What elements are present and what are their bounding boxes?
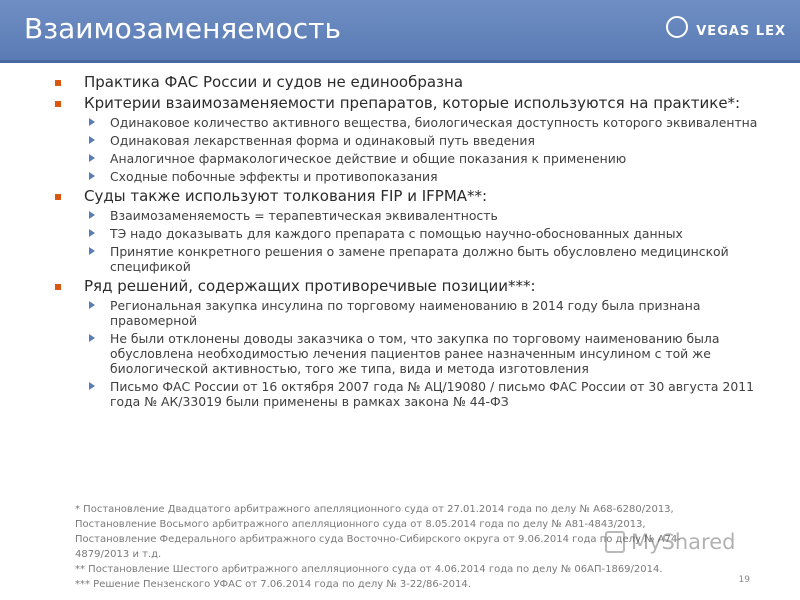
arrow-bullet-icon bbox=[89, 136, 95, 144]
orange-square-bullet-icon bbox=[55, 101, 61, 107]
sub-bullet-item bbox=[89, 244, 765, 274]
orange-square-bullet-icon bbox=[55, 194, 61, 200]
sub-bullet-item bbox=[89, 115, 765, 130]
arrow-bullet-icon bbox=[89, 301, 95, 309]
slide-header bbox=[0, 0, 800, 63]
arrow-bullet-icon bbox=[89, 211, 95, 219]
bullet-content bbox=[55, 70, 765, 409]
sub-bullet-text: Принятие конкретного решения о замене препарата должно быть обусловлено медицинской спецификой bbox=[110, 244, 729, 274]
sub-bullet-text: Не были отклонены доводы заказчика о том, что закупка по торговому наименованию была обусловлена необходимостью лечения пациентов ранее назначенным инсулином с той же биологической активностью, того же типа, вида и метода изготовления bbox=[110, 331, 720, 376]
bullet-text: Ряд решений, содержащих противоречивые позиции***: bbox=[84, 277, 536, 295]
orange-square-bullet-icon bbox=[55, 284, 61, 290]
bullet-item bbox=[55, 188, 765, 205]
bullet-item bbox=[55, 278, 765, 295]
sub-bullet-text: Одинаковая лекарственная форма и одинаковый путь введения bbox=[110, 133, 535, 148]
bullet-text: Критерии взаимозаменяемости препаратов, которые используются на практике*: bbox=[84, 94, 741, 112]
sub-bullet-item bbox=[89, 169, 765, 184]
watermark bbox=[605, 530, 735, 554]
arrow-bullet-icon bbox=[89, 229, 95, 237]
footnote-line: * Постановление Двадцатого арбитражного апелляционного суда от 27.01.2014 года по делу № А68-6280/2013, bbox=[75, 504, 674, 515]
sub-bullet-item bbox=[89, 331, 765, 376]
page-number: 19 bbox=[738, 575, 750, 585]
footnote-line: 4879/2013 и т.д. bbox=[75, 549, 162, 560]
logo-text: VEGAS LEX bbox=[696, 23, 786, 39]
orange-square-bullet-icon bbox=[55, 80, 61, 86]
bullet-item bbox=[55, 95, 765, 112]
footnote-line: ** Постановление Шестого арбитражного апелляционного суда от 4.06.2014 года по делу № 06АП-1869/2014. bbox=[75, 564, 663, 575]
bullet-text: Суды также используют толкования FIP и IFPMA**: bbox=[84, 187, 488, 205]
sub-bullet-item bbox=[89, 133, 765, 148]
sub-bullet-item bbox=[89, 298, 765, 328]
arrow-bullet-icon bbox=[89, 382, 95, 390]
slide-title: Взаимозаменяемость bbox=[24, 12, 341, 45]
footnote-line: Постановление Федерального арбитражного суда Восточно-Сибирского округа от 9.06.2014 года по делу № А74- bbox=[75, 534, 681, 545]
presentation-icon bbox=[605, 531, 625, 553]
arrow-bullet-icon bbox=[89, 154, 95, 162]
logo-circle-icon bbox=[666, 16, 688, 38]
arrow-bullet-icon bbox=[89, 118, 95, 126]
sub-bullet-text: Взаимозаменяемость = терапевтическая эквивалентность bbox=[110, 208, 498, 223]
footnote-line: Постановление Восьмого арбитражного апелляционного суда от 8.05.2014 года по делу № А81-4843/2013, bbox=[75, 519, 646, 530]
sub-bullet-text: Сходные побочные эффекты и противопоказания bbox=[110, 169, 438, 184]
sub-bullet-item bbox=[89, 208, 765, 223]
sub-bullet-item bbox=[89, 151, 765, 166]
sub-bullet-text: Региональная закупка инсулина по торговому наименованию в 2014 году была признана правомерной bbox=[110, 298, 701, 328]
watermark-text: MyShared bbox=[631, 530, 736, 554]
footnote-line: *** Решение Пензенского УФАС от 7.06.2014 года по делу № 3-22/86-2014. bbox=[75, 579, 471, 590]
bullet-text: Практика ФАС России и судов не единообразна bbox=[84, 73, 464, 91]
company-logo bbox=[666, 18, 786, 44]
arrow-bullet-icon bbox=[89, 247, 95, 255]
bullet-item bbox=[55, 74, 765, 91]
sub-bullet-item bbox=[89, 379, 765, 409]
sub-bullet-text: ТЭ надо доказывать для каждого препарата с помощью научно-обоснованных данных bbox=[110, 226, 683, 241]
arrow-bullet-icon bbox=[89, 172, 95, 180]
sub-bullet-text: Письмо ФАС России от 16 октября 2007 года № АЦ/19080 / письмо ФАС России от 30 августа 2011 года № АК/33019 были применены в рамках закона № 44-ФЗ bbox=[110, 379, 754, 409]
arrow-bullet-icon bbox=[89, 334, 95, 342]
sub-bullet-item bbox=[89, 226, 765, 241]
sub-bullet-text: Одинаковое количество активного вещества, биологическая доступность которого эквивалентна bbox=[110, 115, 758, 130]
sub-bullet-text: Аналогичное фармакологическое действие и общие показания к применению bbox=[110, 151, 627, 166]
